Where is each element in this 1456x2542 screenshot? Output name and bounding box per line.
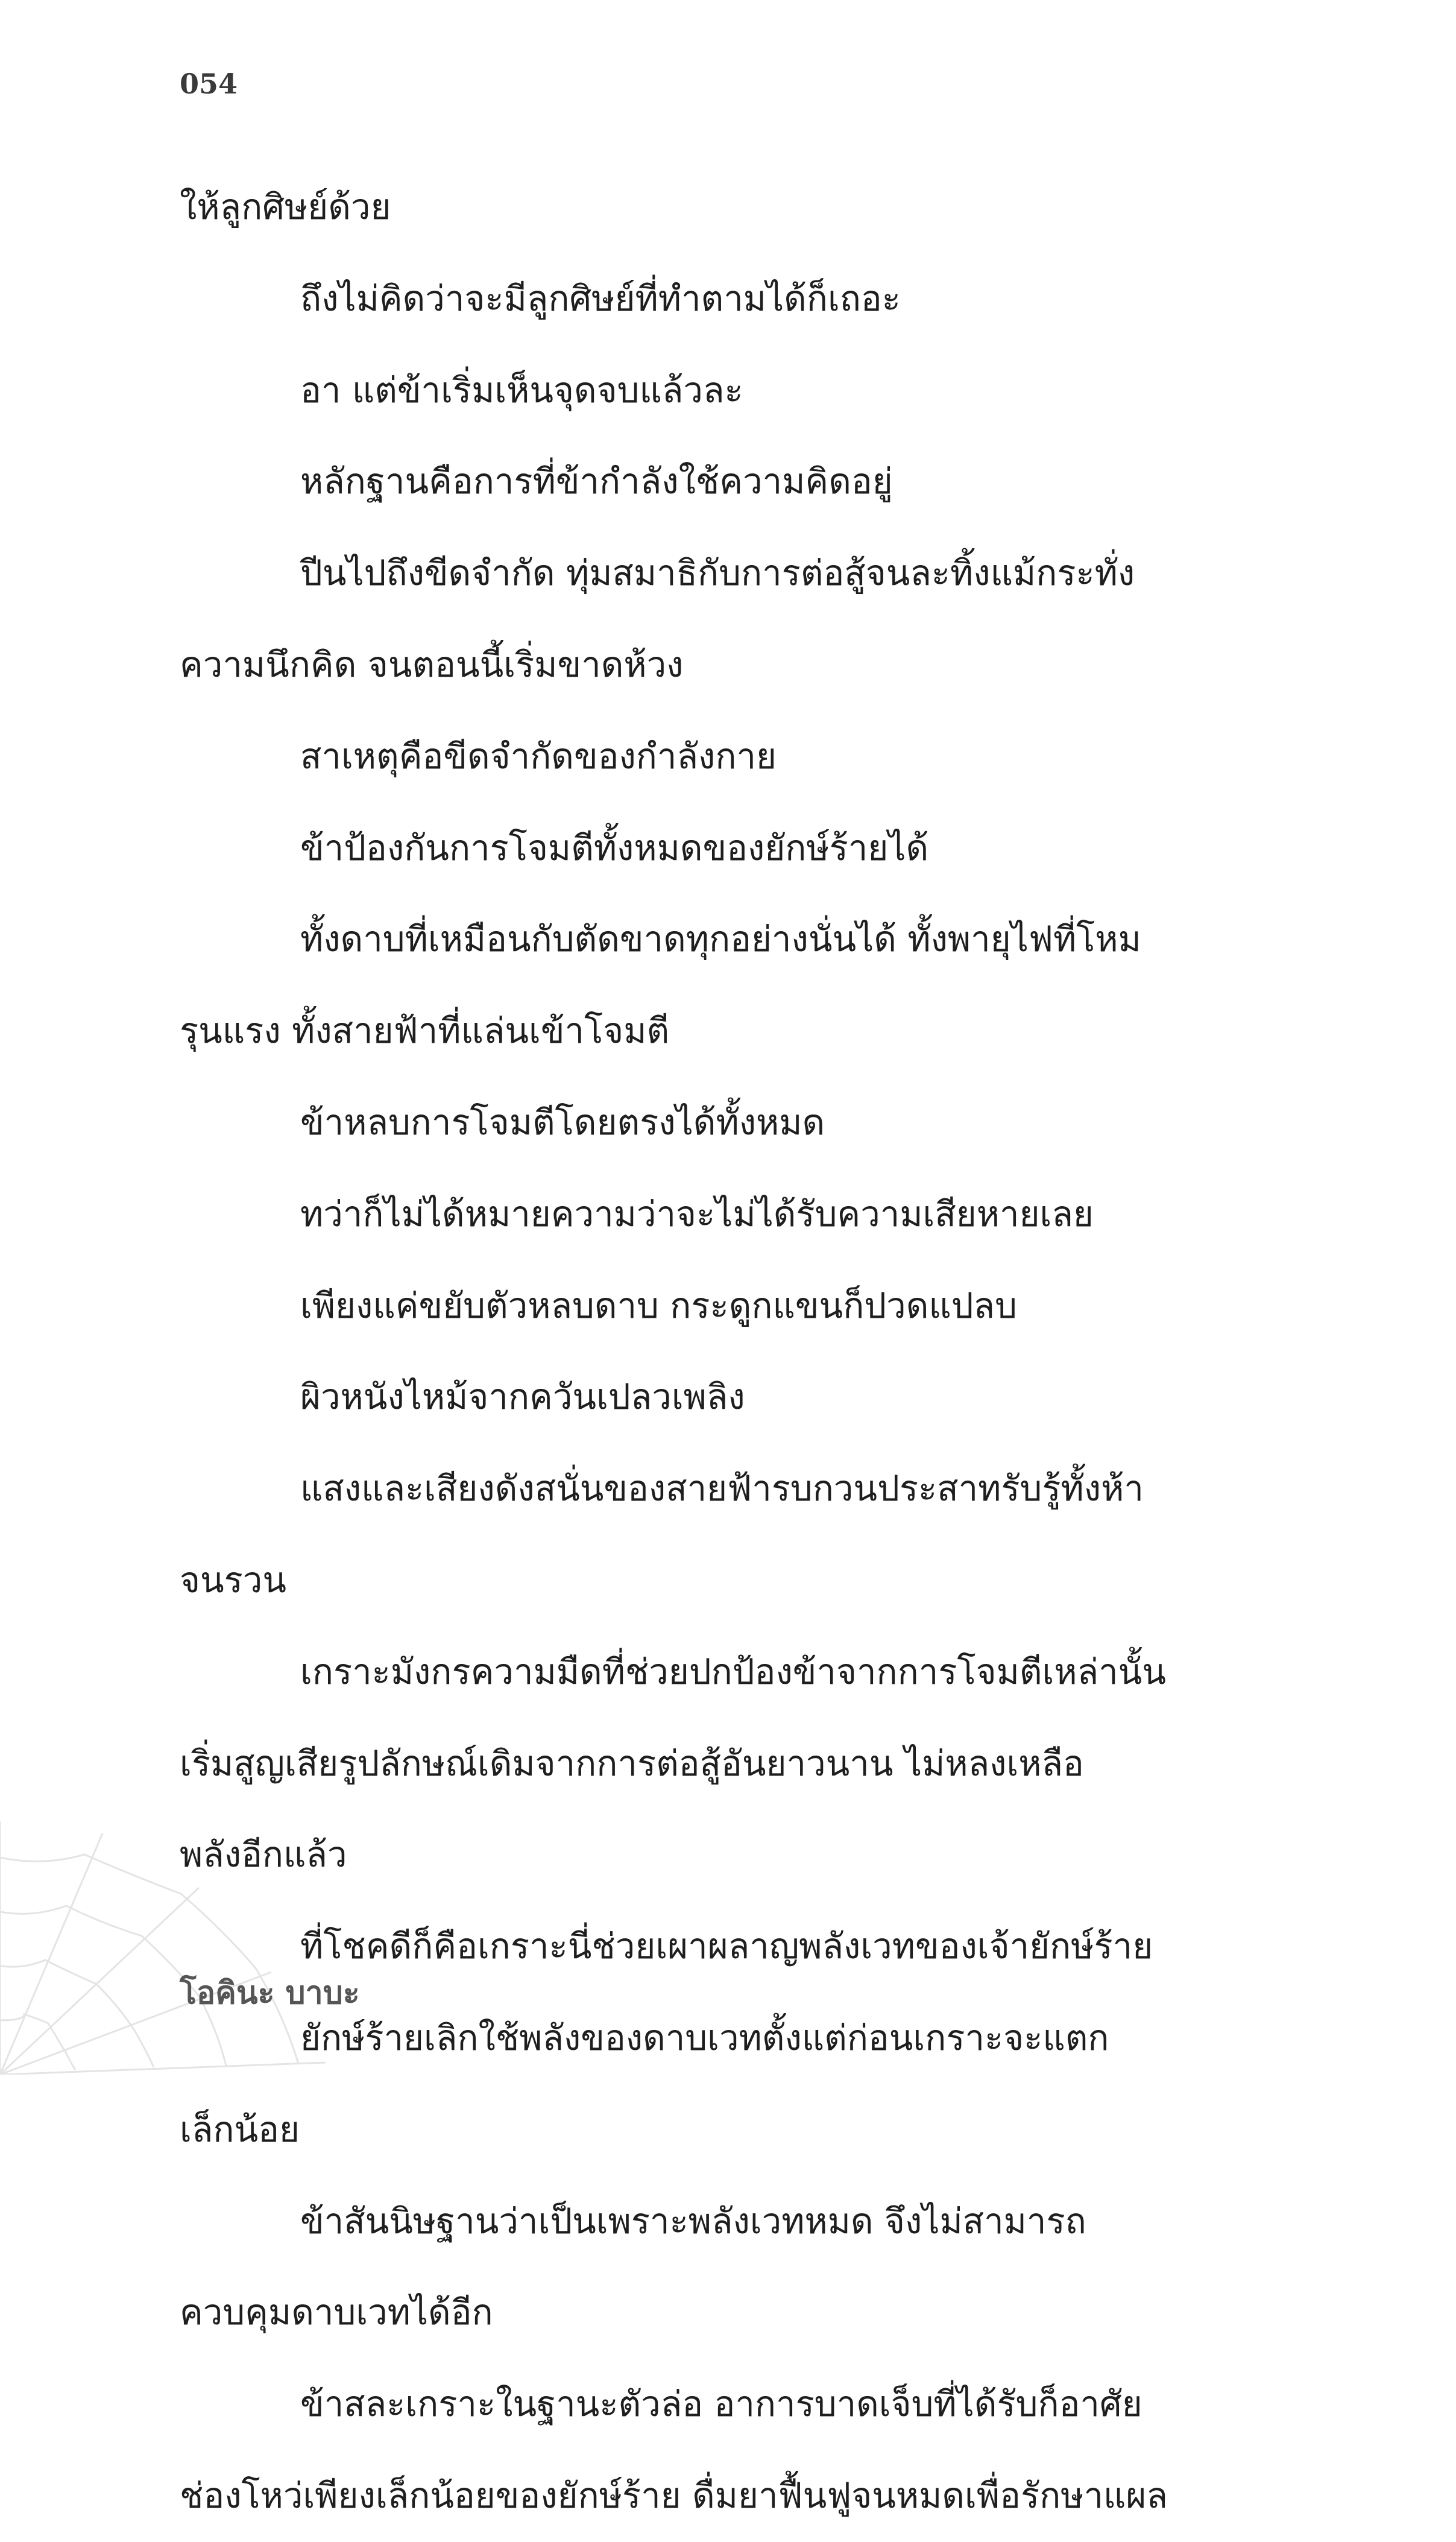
text-line: แสงและเสียงดังสนั่นของสายฟ้ารบกวนประสาทรับรู้ทั้งห้า xyxy=(300,1468,1144,1510)
text-line: อา แต่ข้าเริ่มเห็นจุดจบแล้วละ xyxy=(300,369,743,411)
text-line: จนรวน xyxy=(180,1559,287,1601)
cobweb-decoration-icon xyxy=(0,1821,338,2075)
text-line: ที่โชคดีก็คือเกราะนี่ช่วยเผาผลาญพลังเวทของเจ้ายักษ์ร้าย xyxy=(300,1926,1153,1967)
text-line: ปีนไปถึงขีดจำกัด ทุ่มสมาธิกับการต่อสู้จนละทิ้งแม้กระทั่ง xyxy=(300,552,1135,594)
text-line: ข้าสละเกราะในฐานะตัวล่อ อาการบาดเจ็บที่ได้รับก็อาศัย xyxy=(300,2383,1142,2425)
text-line: หลักฐานคือการที่ข้ากำลังใช้ความคิดอยู่ xyxy=(300,461,893,502)
text-line: ข้าสันนิษฐานว่าเป็นเพราะพลังเวทหมด จึงไม่สามารถ xyxy=(300,2200,1086,2242)
text-line: ความนึกคิด จนตอนนี้เริ่มขาดห้วง xyxy=(180,643,684,685)
body-text xyxy=(180,162,1271,2542)
text-line: เริ่มสูญเสียรูปลักษณ์เดิมจากการต่อสู้อันยาวนาน ไม่หลงเหลือ xyxy=(180,1742,1084,1784)
text-line: พลังอีกแล้ว xyxy=(180,1834,347,1876)
text-line: ทั้งดาบที่เหมือนกับตัดขาดทุกอย่างนั่นได้ ทั้งพายุไฟที่โหม xyxy=(300,918,1141,960)
text-line: ผิวหนังไหม้จากควันเปลวเพลิง xyxy=(300,1376,745,1418)
text-line: รุนแรง ทั้งสายฟ้าที่แล่นเข้าโจมตี xyxy=(180,1010,670,1052)
text-line: เล็กน้อย xyxy=(180,2108,300,2150)
text-line: ยักษ์ร้ายเลิกใช้พลังของดาบเวทตั้งแต่ก่อนเกราะจะแตก xyxy=(300,2017,1109,2058)
footer-book-title: โอคินะ บาบะ xyxy=(180,1975,360,2011)
text-line: ให้ลูกศิษย์ด้วย xyxy=(180,186,391,227)
text-line: เกราะมังกรความมืดที่ช่วยปกป้องข้าจากการโจมตีเหล่านั้น xyxy=(300,1651,1166,1692)
text-line: ควบคุมดาบเวทได้อีก xyxy=(180,2292,493,2333)
text-line: เพียงแค่ขยับตัวหลบดาบ กระดูกแขนก็ปวดแปลบ xyxy=(300,1285,1017,1326)
text-line: ถึงไม่คิดว่าจะมีลูกศิษย์ที่ทำตามได้ก็เถอะ xyxy=(300,277,901,319)
text-line: ทว่าก็ไม่ได้หมายความว่าจะไม่ได้รับความเสียหายเลย xyxy=(300,1193,1094,1235)
text-line: สาเหตุคือขีดจำกัดของกำลังกาย xyxy=(300,735,777,777)
page-number: 054 xyxy=(180,68,238,100)
text-line: ข้าป้องกันการโจมตีทั้งหมดของยักษ์ร้ายได้ xyxy=(300,827,929,868)
text-line: ช่องโหว่เพียงเล็กน้อยของยักษ์ร้าย ดื่มยาฟื้นฟูจนหมดเพื่อรักษาแผล xyxy=(180,2474,1168,2516)
text-line: ข้าหลบการโจมตีโดยตรงได้ทั้งหมด xyxy=(300,1101,825,1143)
